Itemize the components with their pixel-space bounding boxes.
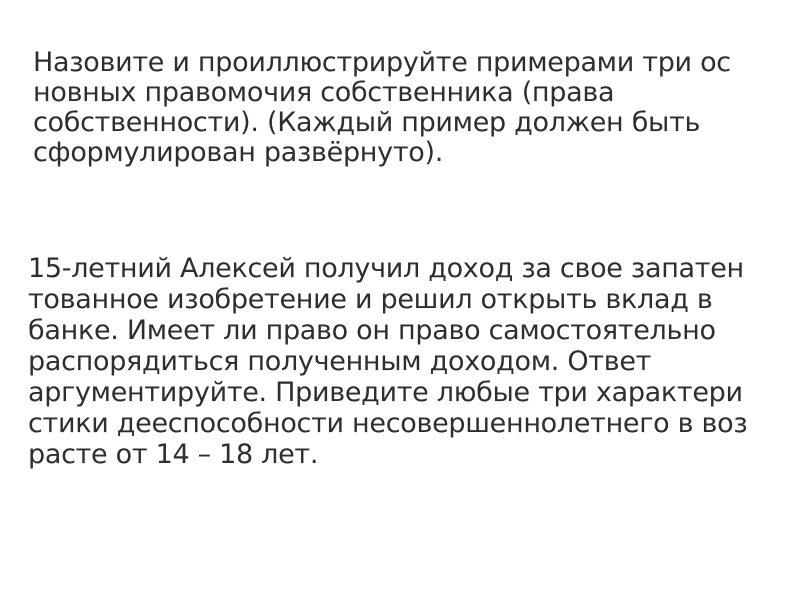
text-line: банке. Имеет ли право он право самостоятельно xyxy=(28,315,716,346)
text-line: 15-летний Алексей получил доход за свое запатен xyxy=(28,253,744,284)
text-line: новных правомочия собственника (права xyxy=(33,77,615,108)
question-paragraph xyxy=(33,48,731,168)
text-line: собственности). (Каждый пример должен быть xyxy=(33,107,701,138)
text-line: тованное изобретение и решил открыть вклад в xyxy=(28,284,713,315)
text-line: аргументируйте. Приведите любые три характери xyxy=(28,377,743,408)
text-line: распорядиться полученным доходом. Ответ xyxy=(28,346,652,377)
text-line: расте от 14 – 18 лет. xyxy=(28,439,319,470)
task-paragraph xyxy=(28,253,747,470)
text-line: Назовите и проиллюстрируйте примерами три ос xyxy=(33,47,731,78)
text-line: стики дееспособности несовершеннолетнего в воз xyxy=(28,408,748,439)
text-line: сформулирован развёрнуто). xyxy=(33,137,443,168)
